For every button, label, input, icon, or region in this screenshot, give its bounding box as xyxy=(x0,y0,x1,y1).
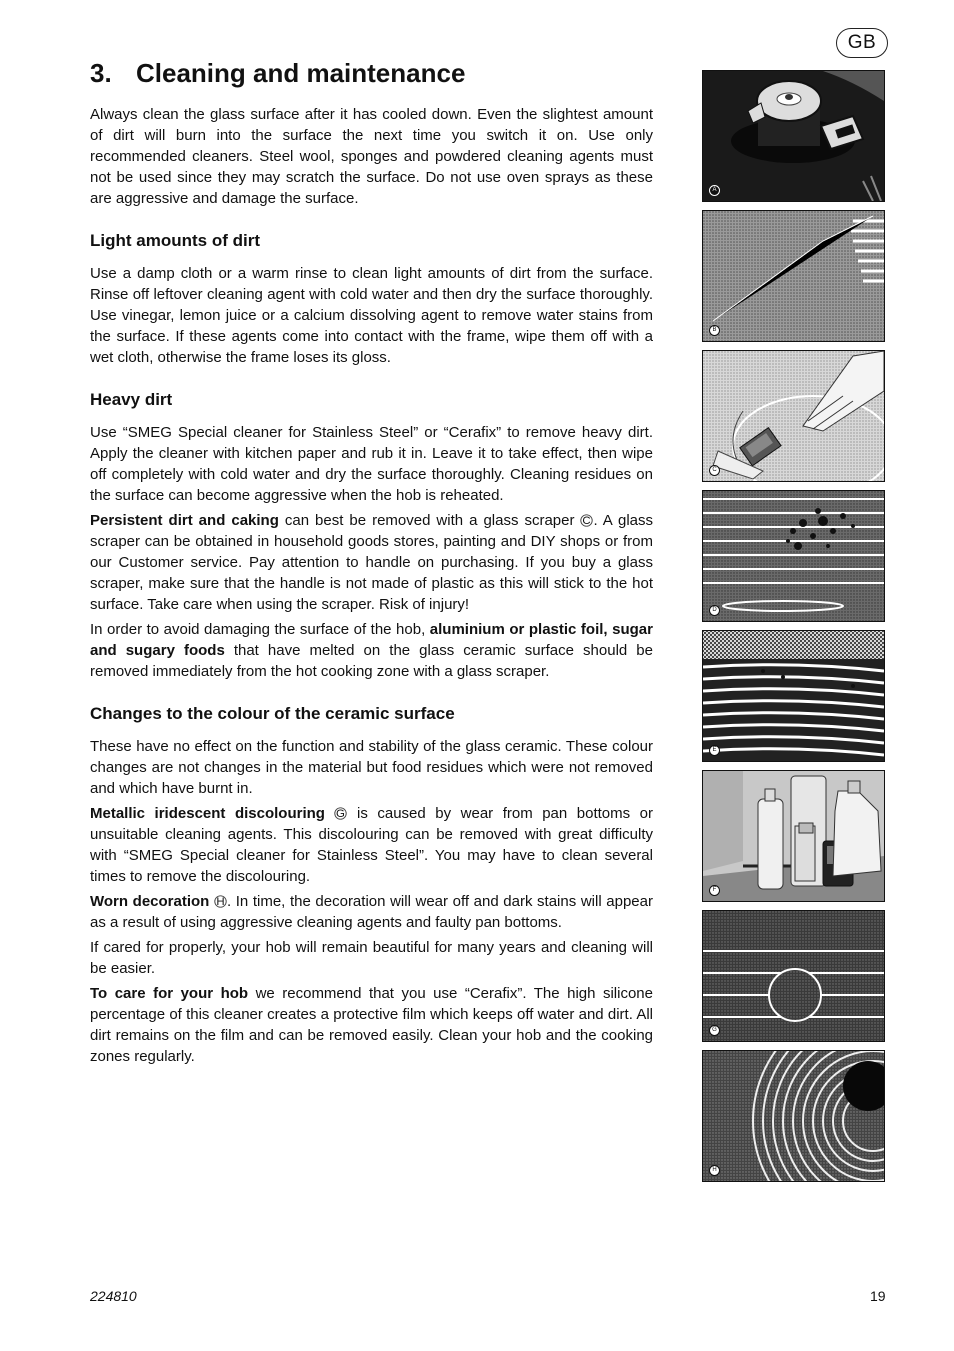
figure-b-label: B xyxy=(709,325,720,336)
figure-ref-h: H xyxy=(214,895,226,907)
colour-changes-paragraph: These have no effect on the function and stability of the glass ceramic. These colour changes are not changes in the material but food residues which were not removed and which have burnt in. xyxy=(90,738,653,797)
figure-h-label: H xyxy=(709,1165,720,1176)
cerafix-term: To care for your hob xyxy=(90,985,249,1002)
persistent-dirt-term: Persistent dirt and caking xyxy=(90,512,279,529)
glass-scraper-photo xyxy=(703,351,884,481)
figure-f-label: F xyxy=(709,885,720,896)
figure-g xyxy=(702,910,885,1042)
main-text xyxy=(90,104,653,1071)
figure-c-label: C xyxy=(709,465,720,476)
figure-e-label: E xyxy=(709,745,720,756)
melted-foil-term: aluminium or plastic foil, sugar and sugary foods xyxy=(90,621,653,659)
heading-heavy-dirt: Heavy dirt xyxy=(90,390,173,409)
figure-e xyxy=(702,630,885,762)
iridescent-discolouring-photo xyxy=(703,911,884,1041)
figure-h xyxy=(702,1050,885,1182)
figure-a-label: A xyxy=(709,185,720,196)
iridescent-term: Metallic iridescent discolouring xyxy=(90,805,325,822)
intro-paragraph: Always clean the glass surface after it has cooled down. Even the slightest amount of dirt will burn into the surface the next time you switch it on. Use only recommended cleaners. Steel wool, sponges and powdered cleaning agents must not be used since they may scratch the surface. Do not use oven sprays as these are aggressive and damage the surface. xyxy=(90,106,653,207)
figure-a xyxy=(702,70,885,202)
section-number: 3. xyxy=(90,58,112,88)
figure-ref-g: G xyxy=(336,806,346,820)
section-title xyxy=(90,58,465,89)
figure-ref-c: C xyxy=(581,514,593,526)
heading-light-dirt: Light amounts of dirt xyxy=(90,231,260,250)
page-number: 19 xyxy=(870,1288,886,1304)
iridescent-paragraph: Metallic iridescent discolouring G is caused by wear from pan bottoms or unsuitable cleaning agents. This discolouring can be removed with great difficulty with “SMEG Special cleaner for Stainless Steel”. You may have to clean several times to remove the discolouring. xyxy=(90,805,653,885)
light-dirt-paragraph: Use a damp cloth or a warm rinse to clean light amounts of dirt from the surface. Rinse off leftover cleaning agent with cold water and then dry the surface thoroughly. Use vinegar, lemon juice or a calcium dissolving agent to remove water stains from the surface. If these agents come into contact with the frame, wipe them off with a wet cloth, otherwise the frame loses its gloss. xyxy=(90,265,653,366)
worn-decoration-photo xyxy=(703,1051,884,1181)
scratched-surface-photo xyxy=(703,211,884,341)
care-paragraph: If cared for properly, your hob will remain beautiful for many years and cleaning will be easier. xyxy=(90,939,653,977)
worn-decoration-paragraph: Worn decoration H . In time, the decoration will wear off and dark stains will appear as a result of using aggressive cleaning agents and faulty pan bottoms. xyxy=(90,893,653,931)
figure-column xyxy=(702,70,885,1190)
cleaning-agents-photo xyxy=(703,771,884,901)
melted-foil-paragraph: In order to avoid damaging the surface of the hob, aluminium or plastic foil, sugar and sugary foods that have melted on the glass ceramic surface should be removed immediately from the hot cooking zone with a glass scraper. xyxy=(90,621,653,680)
caked-dirt-photo xyxy=(703,491,884,621)
heavy-dirt-paragraph: Use “SMEG Special cleaner for Stainless Steel” or “Cerafix” to remove heavy dirt. Apply the cleaner with kitchen paper and rub it in. Leave it to take effect, then wipe off completely with cold water and dry the surface thoroughly. Cleaning residues on the surface can become aggressive when the hob is reheated. xyxy=(90,424,653,504)
document-code: 224810 xyxy=(90,1288,137,1304)
figure-d xyxy=(702,490,885,622)
figure-g-label: G xyxy=(709,1025,720,1036)
heading-colour-changes: Changes to the colour of the ceramic surface xyxy=(90,704,455,723)
figure-b xyxy=(702,210,885,342)
pan-on-hob-photo xyxy=(703,71,884,201)
worn-decoration-term: Worn decoration xyxy=(90,893,210,910)
section-title-text: Cleaning and maintenance xyxy=(136,58,466,88)
burnt-residue-photo xyxy=(703,631,884,761)
figure-d-label: D xyxy=(709,605,720,616)
cerafix-paragraph: To care for your hob we recommend that you use “Cerafix”. The high silicone percentage of this cleaner creates a protective film which keeps off water and dirt. All dirt remains on the film and can be removed easily. Clean your hob and the cooking zones regularly. xyxy=(90,985,653,1065)
persistent-dirt-paragraph: Persistent dirt and caking can best be removed with a glass scraper C . A glass scraper can be obtained in household goods stores, painting and DIY shops or from our Customer service. Pay attention to handle on purchasing. If you buy a glass scraper, make sure that the handle is not made of plastic as this will stick to the hot surface. Take care when using the scraper. Risk of injury! xyxy=(90,512,653,613)
figure-f xyxy=(702,770,885,902)
figure-c xyxy=(702,350,885,482)
language-badge: GB xyxy=(836,28,888,58)
